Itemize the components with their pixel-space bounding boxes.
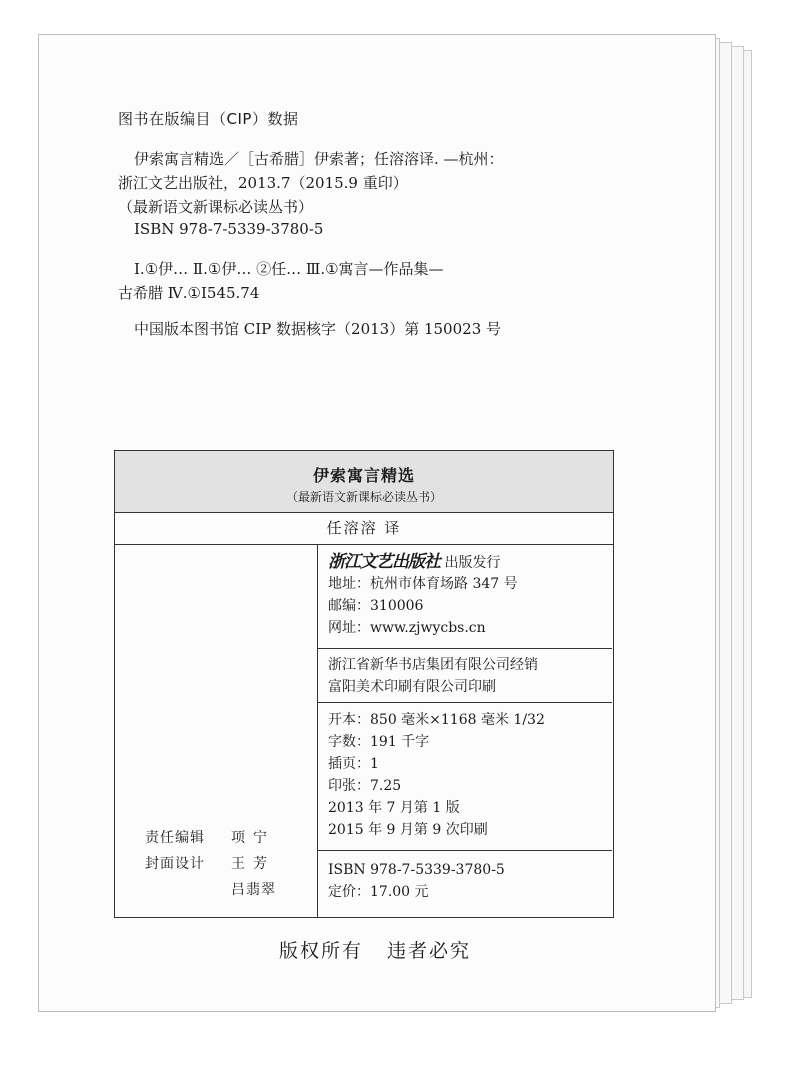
cip-line-isbn: ISBN 978-7-5339-3780-5 — [134, 220, 324, 238]
isbn-price-section — [318, 851, 612, 915]
cip-line-record-number: 中国版本图书馆 CIP 数据核字（2013）第 150023 号 — [134, 320, 502, 338]
credit-cover-design — [145, 853, 275, 873]
word-count: 字数：191 千字 — [328, 734, 430, 750]
copyright-right: 违者必究 — [387, 940, 472, 962]
cip-line-classification-2: 古希腊 Ⅳ.①I545.74 — [118, 284, 260, 302]
postcode: 邮编：310006 — [328, 598, 424, 614]
address: 地址：杭州市体育场路 347 号 — [328, 576, 518, 592]
credits-column — [115, 545, 318, 917]
cip-line-2: 浙江文艺出版社，2013.7（2015.9 重印） — [118, 174, 408, 192]
isbn: ISBN 978-7-5339-3780-5 — [328, 862, 505, 878]
printing: 2015 年 9 月第 9 次印刷 — [328, 822, 488, 838]
credit-name: 项宁 — [231, 830, 275, 846]
translator: 任溶溶 译 — [115, 513, 613, 545]
specs-section — [318, 703, 612, 851]
credit-cover-design-2 — [145, 879, 276, 899]
printer: 富阳美术印刷有限公司印刷 — [328, 679, 496, 695]
price: 定价：17.00 元 — [328, 884, 429, 900]
format: 开本：850 毫米×1168 毫米 1/32 — [328, 712, 545, 728]
publisher-logo: 浙江文艺出版社 — [328, 552, 440, 572]
credit-name: 王芳 — [231, 856, 275, 872]
series-name: （最新语文新课标必读丛书） — [285, 490, 442, 504]
copyright-left: 版权所有 — [278, 940, 363, 962]
printed-sheets: 印张：7.25 — [328, 778, 402, 794]
edition: 2013 年 7 月第 1 版 — [328, 800, 460, 816]
imprint-header — [115, 451, 613, 513]
cip-line-1: 伊索寓言精选／［古希腊］伊索著；任溶溶译. —杭州： — [134, 150, 504, 168]
publisher-section — [318, 545, 612, 649]
imprint-box — [114, 450, 614, 918]
plates: 插页：1 — [328, 756, 379, 772]
credit-editor — [145, 827, 275, 847]
book-title: 伊索寓言精选 — [312, 466, 415, 485]
details-column — [318, 545, 612, 917]
credit-name: 吕翡翠 — [231, 882, 276, 898]
distribution-section — [318, 649, 612, 703]
publisher-suffix: 出版发行 — [444, 555, 501, 571]
publisher-line — [328, 551, 612, 573]
website: 网址：www.zjwycbs.cn — [328, 620, 486, 636]
cip-line-classification-1: Ⅰ.①伊… Ⅱ.①伊… ②任… Ⅲ.①寓言—作品集— — [134, 260, 444, 278]
credit-role: 封面设计 — [145, 856, 205, 872]
copyright-notice — [0, 936, 790, 963]
credit-role: 责任编辑 — [145, 830, 205, 846]
distributor: 浙江省新华书店集团有限公司经销 — [328, 657, 538, 673]
cip-line-3: （最新语文新课标必读丛书） — [118, 198, 314, 216]
cip-title: 图书在版编目（CIP）数据 — [118, 110, 299, 128]
